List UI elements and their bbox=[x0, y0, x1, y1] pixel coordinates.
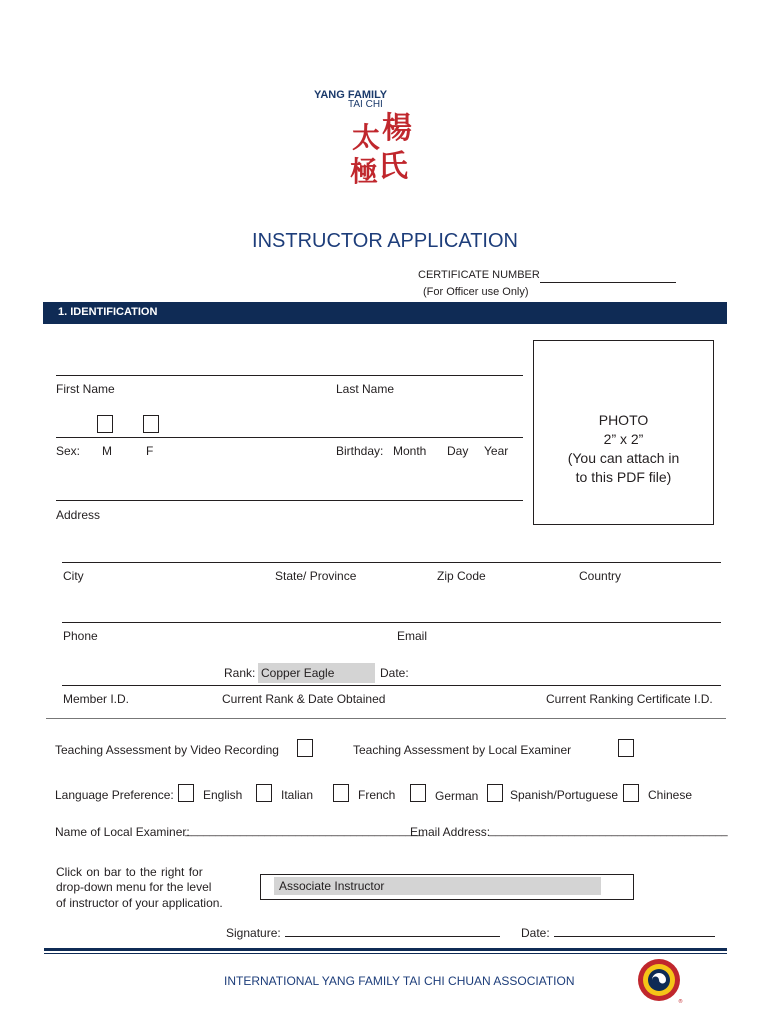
language-english-checkbox[interactable] bbox=[178, 784, 194, 802]
sex-female-checkbox[interactable] bbox=[143, 415, 159, 433]
logo-text-line1: YANG FAMILY bbox=[314, 89, 388, 101]
state-label: State/ Province bbox=[275, 569, 357, 583]
language-chinese-checkbox[interactable] bbox=[623, 784, 639, 802]
sex-female-label: F bbox=[146, 444, 154, 458]
photo-size: 2” x 2” bbox=[603, 431, 644, 447]
member-row-field-line[interactable] bbox=[62, 685, 721, 686]
photo-label: PHOTO bbox=[598, 412, 649, 428]
sex-birthday-field-line[interactable] bbox=[56, 437, 523, 438]
local-examiner-name-label: Name of Local Examiner: bbox=[55, 825, 190, 839]
language-chinese-label: Chinese bbox=[648, 788, 693, 802]
association-seal-icon bbox=[637, 958, 683, 1004]
rank-field[interactable] bbox=[258, 663, 375, 683]
signature-date-field[interactable] bbox=[554, 936, 715, 937]
logo-chinese-yang: 楊 bbox=[382, 111, 412, 146]
footer-rule-thick bbox=[44, 948, 727, 951]
rank-value: Copper Eagle bbox=[261, 666, 335, 680]
last-name-label: Last Name bbox=[336, 382, 395, 396]
phone-label: Phone bbox=[63, 629, 98, 643]
language-german-label: German bbox=[435, 789, 479, 803]
section-identification-title: 1. IDENTIFICATION bbox=[58, 306, 158, 318]
svg-text:®: ® bbox=[678, 999, 683, 1005]
logo-chinese-ji: 極 bbox=[350, 155, 379, 188]
instructor-level-selected bbox=[274, 877, 601, 895]
signature-field[interactable] bbox=[285, 936, 500, 937]
language-english-label: English bbox=[203, 788, 243, 802]
email-label: Email bbox=[397, 629, 428, 643]
local-examiner-email-field[interactable]: _______________________________________ bbox=[489, 825, 728, 837]
certificate-number-field[interactable] bbox=[540, 282, 676, 283]
logo-text-line2: TAI CHI bbox=[348, 99, 383, 110]
section-divider bbox=[46, 718, 726, 719]
language-italian-label: Italian bbox=[281, 788, 314, 802]
phone-row-field-line[interactable] bbox=[62, 622, 721, 623]
address-label: Address bbox=[56, 508, 101, 522]
city-row-field-line[interactable] bbox=[62, 562, 721, 563]
birthday-label: Birthday: bbox=[336, 444, 384, 458]
logo bbox=[300, 86, 430, 186]
language-spanish-portuguese-label: Spanish/Portuguese bbox=[510, 788, 619, 802]
signature-date-label: Date: bbox=[521, 926, 550, 940]
instructor-level-dropdown[interactable] bbox=[260, 874, 634, 900]
assessment-video-checkbox[interactable] bbox=[297, 739, 313, 757]
country-label: Country bbox=[579, 569, 622, 583]
logo-chinese-tai: 太 bbox=[352, 121, 381, 154]
assessment-local-checkbox[interactable] bbox=[618, 739, 634, 757]
photo-box[interactable] bbox=[533, 340, 714, 525]
footer-association-name: INTERNATIONAL YANG FAMILY TAI CHI CHUAN ASSOCIATION bbox=[224, 974, 575, 988]
certificate-note: (For Officer use Only) bbox=[423, 286, 529, 298]
sex-label: Sex: bbox=[56, 444, 81, 458]
zip-label: Zip Code bbox=[437, 569, 486, 583]
rank-label: Rank: bbox=[224, 666, 256, 680]
logo-chinese-shi: 氏 bbox=[378, 149, 408, 184]
sex-male-checkbox[interactable] bbox=[97, 415, 113, 433]
language-spanish-portuguese-checkbox[interactable] bbox=[487, 784, 503, 802]
dropdown-instruction-1: Click on bar to the right for bbox=[56, 865, 203, 879]
language-italian-checkbox[interactable] bbox=[256, 784, 272, 802]
language-german-checkbox[interactable] bbox=[410, 784, 426, 802]
page-title: INSTRUCTOR APPLICATION bbox=[252, 230, 518, 252]
local-examiner-email-label: Email Address: bbox=[410, 825, 491, 839]
address-field-line[interactable] bbox=[56, 500, 523, 501]
birthday-month-label: Month bbox=[393, 444, 427, 458]
assessment-video-label: Teaching Assessment by Video Recording bbox=[55, 743, 279, 757]
dropdown-instruction-3: of instructor of your application. bbox=[56, 896, 223, 910]
dropdown-instruction-2: drop-down menu for the level bbox=[56, 880, 212, 894]
section-identification-header bbox=[43, 302, 727, 324]
language-french-checkbox[interactable] bbox=[333, 784, 349, 802]
rank-date-label: Date: bbox=[380, 666, 409, 680]
photo-note-1: (You can attach in bbox=[567, 450, 680, 466]
city-label: City bbox=[63, 569, 84, 583]
ranking-cert-label: Current Ranking Certificate I.D. bbox=[546, 692, 713, 706]
language-preference-label: Language Preference: bbox=[55, 788, 174, 802]
name-field-line[interactable] bbox=[56, 375, 523, 376]
signature-label: Signature: bbox=[226, 926, 281, 940]
first-name-label: First Name bbox=[56, 382, 115, 396]
assessment-local-label: Teaching Assessment by Local Examiner bbox=[353, 743, 572, 757]
member-id-label: Member I.D. bbox=[63, 692, 130, 706]
certificate-number-label: CERTIFICATE NUMBER bbox=[418, 269, 540, 281]
language-french-label: French bbox=[358, 788, 396, 802]
local-examiner-name-field[interactable]: _______________________________________ bbox=[185, 825, 424, 837]
birthday-year-label: Year bbox=[484, 444, 509, 458]
instructor-level-value: Associate Instructor bbox=[279, 879, 385, 893]
birthday-day-label: Day bbox=[447, 444, 469, 458]
footer-rule-thin bbox=[44, 953, 727, 954]
sex-male-label: M bbox=[102, 444, 112, 458]
photo-note-2: to this PDF file) bbox=[575, 469, 672, 485]
current-rank-label: Current Rank & Date Obtained bbox=[222, 692, 386, 706]
